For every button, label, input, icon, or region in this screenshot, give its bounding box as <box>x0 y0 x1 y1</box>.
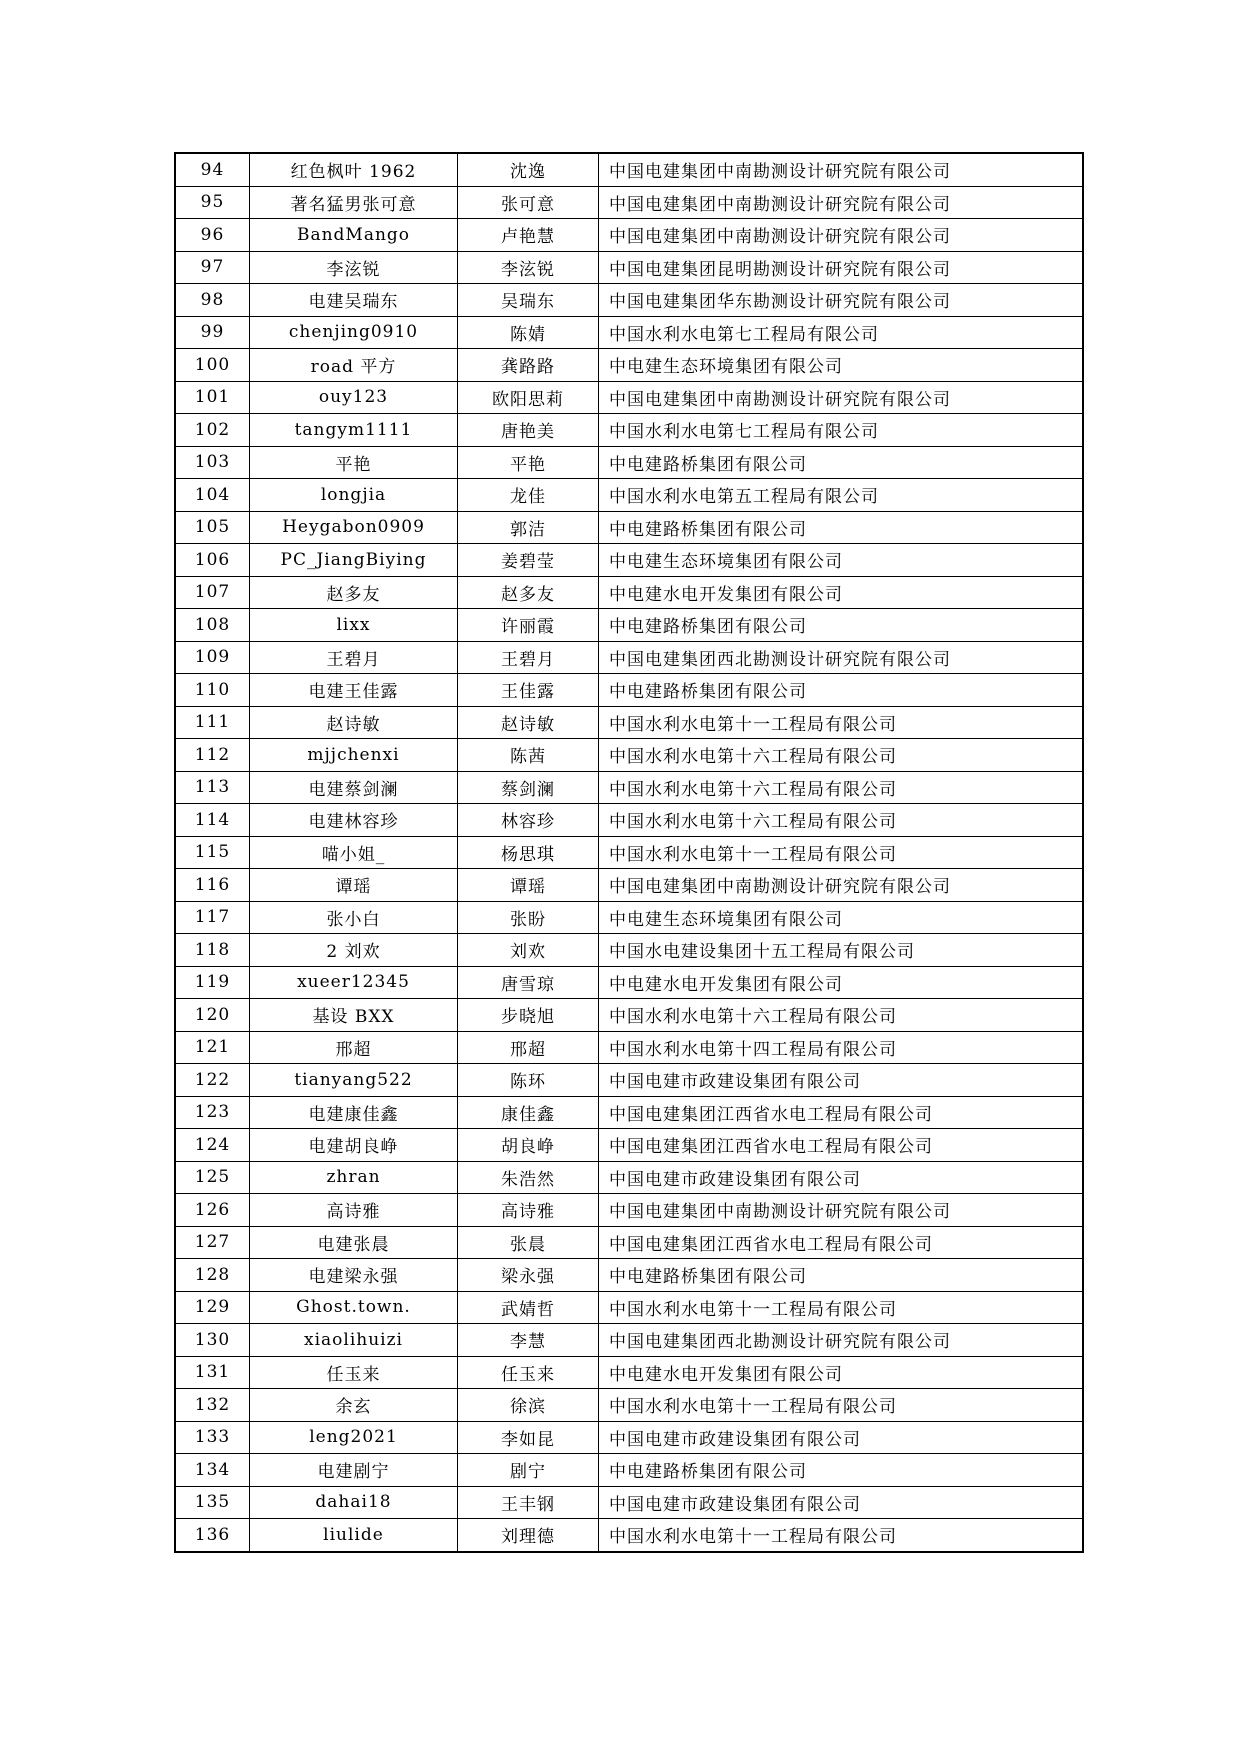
company-cell: 中电建路桥集团有限公司 <box>599 609 1084 642</box>
table-row <box>175 1161 1083 1194</box>
table-row <box>175 771 1083 804</box>
row-number-cell: 118 <box>175 934 250 967</box>
nickname-cell: 余玄 <box>250 1389 458 1422</box>
company-cell: 中国水利水电第十六工程局有限公司 <box>599 804 1084 837</box>
nickname-cell: chenjing0910 <box>250 316 458 349</box>
row-number-cell: 112 <box>175 739 250 772</box>
name-cell: 朱浩然 <box>458 1161 599 1194</box>
table-row <box>175 706 1083 739</box>
name-cell: 徐滨 <box>458 1389 599 1422</box>
name-cell: 蔡剑澜 <box>458 771 599 804</box>
company-cell: 中国电建集团江西省水电工程局有限公司 <box>599 1096 1084 1129</box>
row-number-cell: 94 <box>175 153 250 186</box>
name-cell: 康佳鑫 <box>458 1096 599 1129</box>
name-cell: 姜碧莹 <box>458 544 599 577</box>
company-cell: 中国电建市政建设集团有限公司 <box>599 1421 1084 1454</box>
nickname-cell: dahai18 <box>250 1486 458 1519</box>
row-number-cell: 124 <box>175 1129 250 1162</box>
table-row <box>175 576 1083 609</box>
company-cell: 中国电建集团江西省水电工程局有限公司 <box>599 1129 1084 1162</box>
nickname-cell: 李泫锐 <box>250 251 458 284</box>
row-number-cell: 98 <box>175 284 250 317</box>
name-cell: 李如昆 <box>458 1421 599 1454</box>
nickname-cell: road 平方 <box>250 349 458 382</box>
name-cell: 陈婧 <box>458 316 599 349</box>
nickname-cell: 电建张晨 <box>250 1226 458 1259</box>
row-number-cell: 99 <box>175 316 250 349</box>
row-number-cell: 121 <box>175 1031 250 1064</box>
nickname-cell: 谭瑶 <box>250 869 458 902</box>
name-cell: 步晓旭 <box>458 999 599 1032</box>
name-cell: 欧阳思莉 <box>458 381 599 414</box>
row-number-cell: 136 <box>175 1519 250 1552</box>
row-number-cell: 122 <box>175 1064 250 1097</box>
nickname-cell: 邢超 <box>250 1031 458 1064</box>
table-row <box>175 1259 1083 1292</box>
table-row <box>175 1096 1083 1129</box>
table-row <box>175 349 1083 382</box>
company-cell: 中国电建集团江西省水电工程局有限公司 <box>599 1226 1084 1259</box>
name-cell: 张晨 <box>458 1226 599 1259</box>
row-number-cell: 105 <box>175 511 250 544</box>
row-number-cell: 116 <box>175 869 250 902</box>
nickname-cell: 电建剧宁 <box>250 1454 458 1487</box>
participant-table <box>174 152 1084 1553</box>
company-cell: 中国水利水电第五工程局有限公司 <box>599 479 1084 512</box>
name-cell: 剧宁 <box>458 1454 599 1487</box>
table-row <box>175 186 1083 219</box>
row-number-cell: 135 <box>175 1486 250 1519</box>
row-number-cell: 100 <box>175 349 250 382</box>
name-cell: 赵多友 <box>458 576 599 609</box>
name-cell: 卢艳慧 <box>458 219 599 252</box>
company-cell: 中国电建集团中南勘测设计研究院有限公司 <box>599 1194 1084 1227</box>
nickname-cell: 电建梁永强 <box>250 1259 458 1292</box>
name-cell: 刘理德 <box>458 1519 599 1552</box>
table-row <box>175 1356 1083 1389</box>
company-cell: 中国电建集团中南勘测设计研究院有限公司 <box>599 153 1084 186</box>
table-row <box>175 316 1083 349</box>
name-cell: 王佳露 <box>458 674 599 707</box>
name-cell: 唐艳美 <box>458 414 599 447</box>
company-cell: 中电建生态环境集团有限公司 <box>599 544 1084 577</box>
table-row <box>175 251 1083 284</box>
name-cell: 陈茜 <box>458 739 599 772</box>
row-number-cell: 109 <box>175 641 250 674</box>
row-number-cell: 131 <box>175 1356 250 1389</box>
company-cell: 中电建水电开发集团有限公司 <box>599 576 1084 609</box>
name-cell: 唐雪琼 <box>458 966 599 999</box>
company-cell: 中电建路桥集团有限公司 <box>599 511 1084 544</box>
name-cell: 许丽霞 <box>458 609 599 642</box>
name-cell: 任玉来 <box>458 1356 599 1389</box>
nickname-cell: 张小白 <box>250 901 458 934</box>
name-cell: 杨思琪 <box>458 836 599 869</box>
company-cell: 中国水利水电第十一工程局有限公司 <box>599 836 1084 869</box>
company-cell: 中国电建市政建设集团有限公司 <box>599 1064 1084 1097</box>
company-cell: 中国电建集团昆明勘测设计研究院有限公司 <box>599 251 1084 284</box>
nickname-cell: 著名猛男张可意 <box>250 186 458 219</box>
name-cell: 梁永强 <box>458 1259 599 1292</box>
company-cell: 中国电建集团华东勘测设计研究院有限公司 <box>599 284 1084 317</box>
nickname-cell: 电建王佳露 <box>250 674 458 707</box>
nickname-cell: 高诗雅 <box>250 1194 458 1227</box>
name-cell: 刘欢 <box>458 934 599 967</box>
row-number-cell: 120 <box>175 999 250 1032</box>
company-cell: 中电建路桥集团有限公司 <box>599 1259 1084 1292</box>
row-number-cell: 107 <box>175 576 250 609</box>
nickname-cell: 平艳 <box>250 446 458 479</box>
name-cell: 高诗雅 <box>458 1194 599 1227</box>
nickname-cell: 赵诗敏 <box>250 706 458 739</box>
company-cell: 中国水利水电第十一工程局有限公司 <box>599 706 1084 739</box>
nickname-cell: 红色枫叶 1962 <box>250 153 458 186</box>
row-number-cell: 111 <box>175 706 250 739</box>
table-row <box>175 381 1083 414</box>
table-row <box>175 446 1083 479</box>
table-row <box>175 1194 1083 1227</box>
name-cell: 吴瑞东 <box>458 284 599 317</box>
row-number-cell: 134 <box>175 1454 250 1487</box>
nickname-cell: Ghost.town. <box>250 1291 458 1324</box>
name-cell: 林容珍 <box>458 804 599 837</box>
table-row <box>175 1226 1083 1259</box>
participant-table-body <box>175 153 1083 1552</box>
name-cell: 武婧哲 <box>458 1291 599 1324</box>
company-cell: 中国水利水电第七工程局有限公司 <box>599 316 1084 349</box>
company-cell: 中国电建集团西北勘测设计研究院有限公司 <box>599 1324 1084 1357</box>
table-row <box>175 1064 1083 1097</box>
row-number-cell: 119 <box>175 966 250 999</box>
row-number-cell: 102 <box>175 414 250 447</box>
row-number-cell: 117 <box>175 901 250 934</box>
company-cell: 中电建路桥集团有限公司 <box>599 1454 1084 1487</box>
name-cell: 龚路路 <box>458 349 599 382</box>
nickname-cell: 电建吴瑞东 <box>250 284 458 317</box>
nickname-cell: BandMango <box>250 219 458 252</box>
name-cell: 谭瑶 <box>458 869 599 902</box>
table-row <box>175 901 1083 934</box>
table-row <box>175 674 1083 707</box>
table-row <box>175 1291 1083 1324</box>
table-row <box>175 966 1083 999</box>
name-cell: 龙佳 <box>458 479 599 512</box>
table-row <box>175 934 1083 967</box>
name-cell: 沈逸 <box>458 153 599 186</box>
company-cell: 中国水利水电第十六工程局有限公司 <box>599 771 1084 804</box>
table-row <box>175 219 1083 252</box>
company-cell: 中国电建集团中南勘测设计研究院有限公司 <box>599 186 1084 219</box>
nickname-cell: 任玉来 <box>250 1356 458 1389</box>
table-row <box>175 836 1083 869</box>
name-cell: 赵诗敏 <box>458 706 599 739</box>
row-number-cell: 125 <box>175 1161 250 1194</box>
company-cell: 中国电建市政建设集团有限公司 <box>599 1161 1084 1194</box>
table-row <box>175 609 1083 642</box>
nickname-cell: 王碧月 <box>250 641 458 674</box>
table-row <box>175 739 1083 772</box>
name-cell: 郭洁 <box>458 511 599 544</box>
nickname-cell: 2 刘欢 <box>250 934 458 967</box>
row-number-cell: 103 <box>175 446 250 479</box>
row-number-cell: 115 <box>175 836 250 869</box>
name-cell: 李慧 <box>458 1324 599 1357</box>
company-cell: 中电建水电开发集团有限公司 <box>599 966 1084 999</box>
table-row <box>175 1486 1083 1519</box>
nickname-cell: longjia <box>250 479 458 512</box>
nickname-cell: lixx <box>250 609 458 642</box>
table-row <box>175 1389 1083 1422</box>
nickname-cell: tianyang522 <box>250 1064 458 1097</box>
table-row <box>175 869 1083 902</box>
row-number-cell: 96 <box>175 219 250 252</box>
table-row <box>175 479 1083 512</box>
company-cell: 中国电建集团中南勘测设计研究院有限公司 <box>599 219 1084 252</box>
table-row <box>175 511 1083 544</box>
nickname-cell: mjjchenxi <box>250 739 458 772</box>
name-cell: 李泫锐 <box>458 251 599 284</box>
table-row <box>175 1454 1083 1487</box>
row-number-cell: 129 <box>175 1291 250 1324</box>
table-row <box>175 414 1083 447</box>
row-number-cell: 126 <box>175 1194 250 1227</box>
nickname-cell: xiaolihuizi <box>250 1324 458 1357</box>
name-cell: 张可意 <box>458 186 599 219</box>
company-cell: 中国水利水电第十四工程局有限公司 <box>599 1031 1084 1064</box>
name-cell: 邢超 <box>458 1031 599 1064</box>
row-number-cell: 127 <box>175 1226 250 1259</box>
row-number-cell: 106 <box>175 544 250 577</box>
row-number-cell: 108 <box>175 609 250 642</box>
company-cell: 中国电建集团西北勘测设计研究院有限公司 <box>599 641 1084 674</box>
company-cell: 中电建路桥集团有限公司 <box>599 446 1084 479</box>
table-row <box>175 1519 1083 1552</box>
company-cell: 中电建路桥集团有限公司 <box>599 674 1084 707</box>
company-cell: 中国水利水电第十六工程局有限公司 <box>599 739 1084 772</box>
table-row <box>175 804 1083 837</box>
row-number-cell: 132 <box>175 1389 250 1422</box>
company-cell: 中国水利水电第十一工程局有限公司 <box>599 1291 1084 1324</box>
company-cell: 中电建水电开发集团有限公司 <box>599 1356 1084 1389</box>
row-number-cell: 133 <box>175 1421 250 1454</box>
table-row <box>175 544 1083 577</box>
row-number-cell: 97 <box>175 251 250 284</box>
row-number-cell: 104 <box>175 479 250 512</box>
row-number-cell: 130 <box>175 1324 250 1357</box>
company-cell: 中电建生态环境集团有限公司 <box>599 901 1084 934</box>
name-cell: 陈环 <box>458 1064 599 1097</box>
company-cell: 中国水利水电第十一工程局有限公司 <box>599 1389 1084 1422</box>
nickname-cell: tangym1111 <box>250 414 458 447</box>
table-row <box>175 1324 1083 1357</box>
row-number-cell: 110 <box>175 674 250 707</box>
name-cell: 王丰钢 <box>458 1486 599 1519</box>
nickname-cell: liulide <box>250 1519 458 1552</box>
company-cell: 中国电建市政建设集团有限公司 <box>599 1486 1084 1519</box>
nickname-cell: zhran <box>250 1161 458 1194</box>
company-cell: 中国水电建设集团十五工程局有限公司 <box>599 934 1084 967</box>
nickname-cell: Heygabon0909 <box>250 511 458 544</box>
nickname-cell: 电建林容珍 <box>250 804 458 837</box>
company-cell: 中国电建集团中南勘测设计研究院有限公司 <box>599 869 1084 902</box>
company-cell: 中国电建集团中南勘测设计研究院有限公司 <box>599 381 1084 414</box>
name-cell: 王碧月 <box>458 641 599 674</box>
table-row <box>175 999 1083 1032</box>
row-number-cell: 113 <box>175 771 250 804</box>
nickname-cell: ouy123 <box>250 381 458 414</box>
nickname-cell: 基设 BXX <box>250 999 458 1032</box>
row-number-cell: 101 <box>175 381 250 414</box>
row-number-cell: 114 <box>175 804 250 837</box>
nickname-cell: PC_JiangBiying <box>250 544 458 577</box>
row-number-cell: 95 <box>175 186 250 219</box>
company-cell: 中国水利水电第十一工程局有限公司 <box>599 1519 1084 1552</box>
table-row <box>175 1421 1083 1454</box>
table-row <box>175 1031 1083 1064</box>
table-row <box>175 1129 1083 1162</box>
nickname-cell: xueer12345 <box>250 966 458 999</box>
table-row <box>175 153 1083 186</box>
company-cell: 中国水利水电第七工程局有限公司 <box>599 414 1084 447</box>
company-cell: 中国水利水电第十六工程局有限公司 <box>599 999 1084 1032</box>
row-number-cell: 123 <box>175 1096 250 1129</box>
nickname-cell: 电建蔡剑澜 <box>250 771 458 804</box>
name-cell: 胡良峥 <box>458 1129 599 1162</box>
name-cell: 张盼 <box>458 901 599 934</box>
nickname-cell: 喵小姐_ <box>250 836 458 869</box>
nickname-cell: 电建康佳鑫 <box>250 1096 458 1129</box>
table-row <box>175 284 1083 317</box>
table-row <box>175 641 1083 674</box>
nickname-cell: leng2021 <box>250 1421 458 1454</box>
row-number-cell: 128 <box>175 1259 250 1292</box>
nickname-cell: 电建胡良峥 <box>250 1129 458 1162</box>
name-cell: 平艳 <box>458 446 599 479</box>
company-cell: 中电建生态环境集团有限公司 <box>599 349 1084 382</box>
nickname-cell: 赵多友 <box>250 576 458 609</box>
